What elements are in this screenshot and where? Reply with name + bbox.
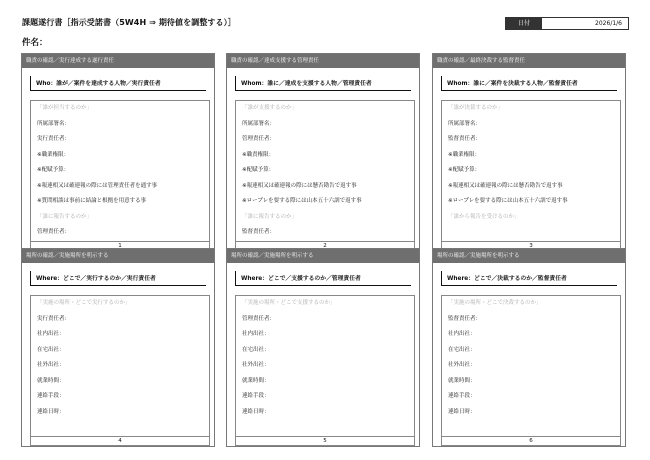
card-field-line: 就業時間：: [242, 377, 270, 384]
card-field-line: 連絡日時：: [448, 408, 476, 415]
card-1: [21, 53, 215, 252]
card-field-line: ※報連相又は確連報の際には懸否勘告で返す事: [242, 182, 357, 189]
card-field-line: ※ロープレを要する際には山本五十六訓で返す事: [448, 198, 568, 204]
subject-label: 件名：: [22, 38, 48, 48]
document-title: 課題遂行書［指示受諾書（5W4H ⇒ 期待値を調整する）］: [22, 18, 236, 27]
card-field-line: ※ロープレを要する際には山本五十六訓で返す事: [242, 198, 362, 204]
card-fields: [441, 295, 621, 446]
card-field-line: 「実施の場所・どこで決裁するのか」: [448, 300, 542, 306]
card-field-line: ※質問相談は事前に結論と根拠を用意する事: [37, 198, 147, 204]
card-number: 6: [442, 436, 620, 445]
card-field-line: [31, 420, 209, 436]
card-3: [432, 53, 626, 252]
card-field-line: 管理責任者：: [37, 229, 71, 235]
card-6: [432, 248, 626, 447]
card-field-line: 監督責任者：: [448, 315, 482, 322]
card-fields: [30, 100, 210, 251]
card-header: 職責の確認／実行達成する遂行責任: [22, 54, 214, 68]
card-field-line: 「誰が支援するのか」: [242, 105, 298, 111]
card-field-line: 実行責任者：: [37, 136, 71, 142]
card-field-line: 所属部署名：: [242, 120, 276, 127]
card-field-line: 在宅出社：: [37, 346, 65, 353]
card-field-line: 実行責任者：: [37, 315, 71, 322]
card-subtitle: Whom：誰に／案件を決裁する人物／監督責任者: [441, 76, 617, 91]
card-field-line: 所属部署名：: [448, 120, 482, 127]
card-4: [21, 248, 215, 447]
card-field-line: ※職業権限：: [448, 151, 481, 158]
card-header: 職責の確認／最終決裁する監督責任: [433, 54, 625, 68]
card-number: 3: [442, 241, 620, 250]
card-field-line: 管理責任者：: [242, 136, 276, 142]
card-field-line: 在宅出社：: [448, 346, 476, 353]
card-field-line: 「誰が決裁するのか」: [448, 105, 504, 111]
card-field-line: 「実施の場所・どこで実行するのか」: [37, 300, 131, 306]
card-subtitle: Where：どこで／決裁するのか／監督責任者: [441, 271, 617, 286]
card-field-line: 社内出社：: [448, 331, 476, 337]
card-field-line: [236, 420, 414, 436]
card-field-line: 連絡日時：: [37, 408, 65, 415]
card-field-line: 在宅出社：: [242, 346, 270, 353]
card-field-line: 連絡日時：: [242, 408, 270, 415]
card-field-line: 「実施の場所・どこで支援するのか」: [242, 300, 336, 306]
card-field-line: 社内出社：: [242, 331, 270, 337]
card-number: 4: [31, 436, 209, 445]
card-field-line: 連絡手段：: [448, 393, 476, 399]
card-number: 5: [236, 436, 414, 445]
card-field-line: [442, 420, 620, 436]
card-number: 2: [236, 241, 414, 250]
card-number: 1: [31, 241, 209, 250]
card-header: 場所の確認／実施場所を明示する: [433, 249, 625, 263]
card-field-line: 社外出社：: [242, 362, 270, 368]
card-header: 場所の確認／実施場所を明示する: [227, 249, 419, 263]
card-field-line: 監督責任者：: [448, 136, 482, 142]
card-subtitle: Whom：誰に／達成を支援する人物／管理責任者: [235, 76, 411, 91]
card-field-line: 社外出社：: [448, 362, 476, 368]
card-fields: [30, 295, 210, 446]
card-field-line: 連絡手段：: [37, 393, 65, 399]
card-field-line: 「誰に報告するのか」: [242, 213, 298, 220]
card-2: [226, 53, 420, 252]
card-fields: [235, 100, 415, 251]
card-field-line: 「誰に報告するのか」: [37, 213, 93, 220]
card-field-line: 「誰が担当するのか」: [37, 105, 93, 111]
card-field-line: ※配賦予算：: [242, 167, 275, 173]
date-box: [505, 17, 629, 30]
date-value: 2026/1/6: [595, 20, 622, 27]
card-subtitle: Where：どこで／実行するのか／実行責任者: [30, 271, 206, 286]
card-field-line: 所属部署名：: [37, 120, 71, 127]
card-field-line: 連絡手段：: [242, 393, 270, 399]
card-field-line: [442, 225, 620, 241]
date-label: 日付: [506, 18, 542, 29]
card-header: 場所の確認／実施場所を明示する: [22, 249, 214, 263]
card-field-line: 就業時間：: [37, 377, 65, 384]
card-field-line: 管理責任者：: [242, 315, 276, 322]
card-fields: [235, 295, 415, 446]
card-field-line: ※報連相又は確連報の際には管理責任者を通す事: [37, 182, 158, 189]
card-subtitle: Where：どこで／支援するのか／管理責任者: [235, 271, 411, 286]
card-field-line: 就業時間：: [448, 377, 476, 384]
card-header: 職責の確認／達成支援する管理責任: [227, 54, 419, 68]
card-field-line: 社外出社：: [37, 362, 65, 368]
card-field-line: ※報連相又は確連報の際には懸否勘告で返す事: [448, 182, 563, 189]
card-field-line: ※職業権限：: [37, 151, 70, 158]
card-fields: [441, 100, 621, 251]
card-5: [226, 248, 420, 447]
card-field-line: 社内出社：: [37, 331, 65, 337]
card-subtitle: Who：誰が／案件を達成する人物／実行責任者: [30, 76, 206, 91]
card-field-line: ※職責権限：: [242, 151, 275, 158]
card-field-line: ※配賦予算：: [37, 167, 70, 173]
card-field-line: ※配賦予算：: [448, 167, 481, 173]
card-field-line: 監督責任者：: [242, 229, 276, 235]
card-field-line: 「誰から報告を受けるのか」: [448, 213, 520, 220]
